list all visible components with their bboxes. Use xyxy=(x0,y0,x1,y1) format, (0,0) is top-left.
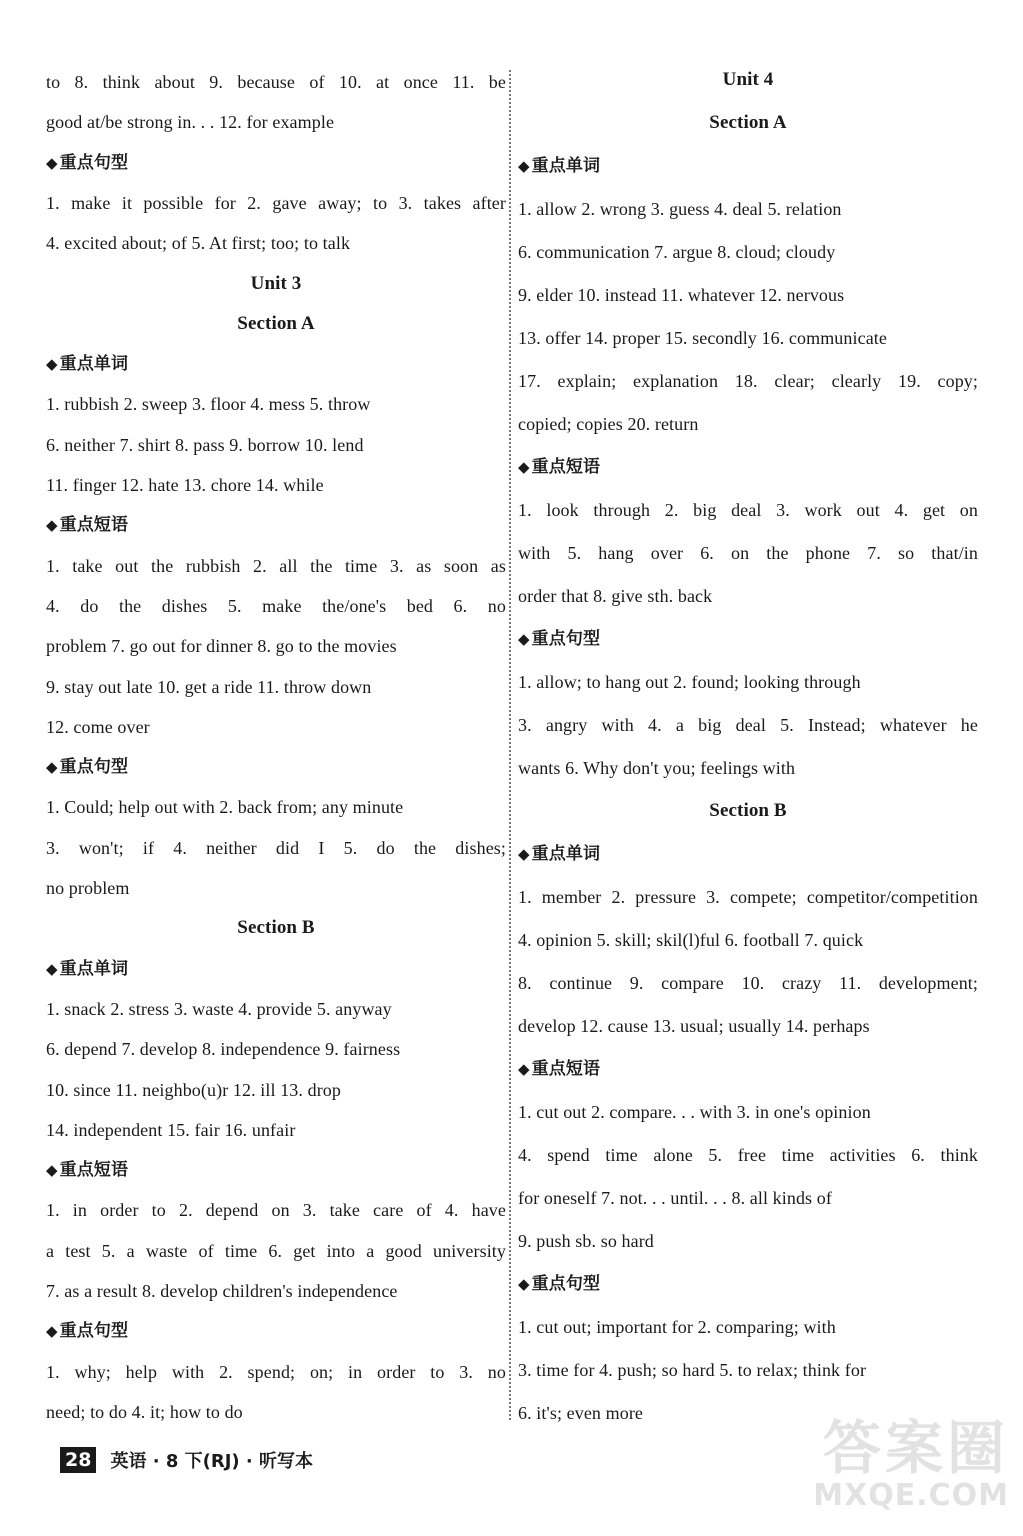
answer-line: 11. finger 12. hate 13. chore 14. while xyxy=(46,475,324,495)
section-heading-text: 重点句型 xyxy=(59,1321,129,1342)
answer-line: 1. take out the rubbish 2. all the time 3. as soon as xyxy=(46,555,506,576)
book-title: 英语 · 8 下(RJ) · 听写本 xyxy=(110,1451,313,1472)
answer-line: wants 6. Why don't you; feelings with xyxy=(518,758,796,778)
section-heading-text: 重点短语 xyxy=(531,457,601,477)
answer-line: 17. explain; explanation 18. clear; clearly 19. copy; xyxy=(518,371,978,391)
section-heading xyxy=(518,154,978,178)
answer-line: 1. why; help with 2. spend; on; in order to 3. no xyxy=(46,1361,506,1382)
unit-section-title: Unit 4 xyxy=(722,69,774,90)
section-heading-text: 重点句型 xyxy=(59,152,129,173)
section-heading-text: 重点句型 xyxy=(59,757,129,778)
section-heading xyxy=(518,455,978,479)
answer-line: 8. continue 9. compare 10. crazy 11. development; xyxy=(518,973,978,993)
answer-line: order that 8. give sth. back xyxy=(518,586,713,606)
answer-line: for oneself 7. not. . . until. . . 8. all kinds of xyxy=(518,1188,832,1208)
answer-line: develop 12. cause 13. usual; usually 14. perhaps xyxy=(518,1016,870,1036)
answer-line: 13. offer 14. proper 15. secondly 16. communicate xyxy=(518,328,887,348)
answer-line: 14. independent 15. fair 16. unfair xyxy=(46,1119,296,1140)
section-heading-text: 重点单词 xyxy=(59,354,129,375)
answer-line: to 8. think about 9. because of 10. at once 11. be xyxy=(46,72,506,92)
section-heading-text: 重点单词 xyxy=(531,156,601,176)
unit-section-title: Section A xyxy=(237,312,315,334)
diamond-icon: ◆ xyxy=(518,157,530,175)
section-heading xyxy=(46,151,506,175)
answer-line: copied; copies 20. return xyxy=(518,414,699,434)
answer-line: 4. excited about; of 5. At first; too; to talk xyxy=(46,233,351,254)
answer-line: with 5. hang over 6. on the phone 7. so that/in xyxy=(518,543,978,563)
section-heading-text: 重点单词 xyxy=(531,844,601,864)
answer-line: 1. make it possible for 2. gave away; to 3. takes after xyxy=(46,192,506,213)
diamond-icon: ◆ xyxy=(46,758,58,777)
section-heading xyxy=(46,352,506,376)
diamond-icon: ◆ xyxy=(518,630,530,648)
answer-line: 1. in order to 2. depend on 3. take care of 4. have xyxy=(46,1200,506,1221)
site-watermark xyxy=(794,1414,1009,1528)
section-heading-text: 重点句型 xyxy=(531,1274,601,1294)
unit-section-title: Section B xyxy=(237,917,315,939)
answer-line: no problem xyxy=(46,878,130,898)
answer-line: 1. allow 2. wrong 3. guess 4. deal 5. relation xyxy=(518,199,842,219)
diamond-icon: ◆ xyxy=(46,959,58,978)
answer-line: 6. it's; even more xyxy=(518,1403,644,1423)
answer-line: a test 5. a waste of time 6. get into a good university xyxy=(46,1240,506,1261)
answer-line: 1. Could; help out with 2. back from; any minute xyxy=(46,797,404,818)
page-footer xyxy=(60,1446,313,1474)
section-heading xyxy=(46,513,506,537)
column-divider xyxy=(509,70,511,1420)
answer-line: 3. won't; if 4. neither did I 5. do the dishes; xyxy=(46,837,506,858)
section-heading xyxy=(46,1319,506,1343)
watermark-mark: 答案圈 xyxy=(822,1414,1009,1482)
answer-line: 12. come over xyxy=(46,716,150,737)
answer-line: 4. spend time alone 5. free time activities 6. think xyxy=(518,1145,978,1165)
answer-line: 4. do the dishes 5. make the/one's bed 6. no xyxy=(46,595,506,616)
answer-line: 9. elder 10. instead 11. whatever 12. nervous xyxy=(518,285,845,305)
answer-line: 3. angry with 4. a big deal 5. Instead; whatever he xyxy=(518,715,978,735)
answer-line: 1. rubbish 2. sweep 3. floor 4. mess 5. throw xyxy=(46,394,371,415)
answer-line: good at/be strong in. . . 12. for example xyxy=(46,112,335,133)
answer-line: 7. as a result 8. develop children's independence xyxy=(46,1281,398,1301)
answer-line: 3. time for 4. push; so hard 5. to relax; think for xyxy=(518,1360,867,1380)
diamond-icon: ◆ xyxy=(46,516,58,535)
answer-line: 9. push sb. so hard xyxy=(518,1231,654,1251)
answer-line: 1. snack 2. stress 3. waste 4. provide 5. anyway xyxy=(46,998,392,1019)
watermark-site: MXQE.COM xyxy=(813,1478,1009,1513)
page-number: 28 xyxy=(60,1447,96,1473)
answer-line: problem 7. go out for dinner 8. go to the movies xyxy=(46,636,397,657)
unit-section-title: Unit 3 xyxy=(250,272,302,294)
section-heading xyxy=(46,1158,506,1182)
section-heading-text: 重点短语 xyxy=(59,1160,129,1181)
answer-line: 10. since 11. neighbo(u)r 12. ill 13. drop xyxy=(46,1079,341,1100)
section-heading xyxy=(46,957,506,981)
diamond-icon: ◆ xyxy=(46,1161,58,1180)
unit-section-title: Section B xyxy=(709,800,787,821)
diamond-icon: ◆ xyxy=(46,1322,58,1341)
answer-line: 1. allow; to hang out 2. found; looking through xyxy=(518,672,861,692)
answer-line: 6. depend 7. develop 8. independence 9. fairness xyxy=(46,1039,401,1060)
diamond-icon: ◆ xyxy=(518,845,530,863)
diamond-icon: ◆ xyxy=(46,153,58,172)
answer-line: 1. member 2. pressure 3. compete; competitor/competition xyxy=(518,887,978,907)
answer-line: 9. stay out late 10. get a ride 11. throw down xyxy=(46,676,372,697)
answer-line: 4. opinion 5. skill; skil(l)ful 6. football 7. quick xyxy=(518,930,864,950)
diamond-icon: ◆ xyxy=(518,458,530,476)
answer-line: 6. neither 7. shirt 8. pass 9. borrow 10. lend xyxy=(46,434,364,455)
diamond-icon: ◆ xyxy=(518,1060,530,1078)
section-heading-text: 重点单词 xyxy=(59,958,129,979)
section-heading xyxy=(518,627,978,651)
section-heading-text: 重点短语 xyxy=(531,1059,601,1079)
answer-line: 1. look through 2. big deal 3. work out 4. get on xyxy=(518,500,978,520)
unit-section-title: Section A xyxy=(709,112,787,133)
section-heading-text: 重点短语 xyxy=(59,515,129,536)
section-heading xyxy=(46,755,506,779)
answer-line: need; to do 4. it; how to do xyxy=(46,1401,243,1422)
section-heading xyxy=(518,842,978,866)
section-heading xyxy=(518,1272,978,1296)
answer-line: 1. cut out; important for 2. comparing; with xyxy=(518,1317,836,1337)
diamond-icon: ◆ xyxy=(46,355,58,374)
diamond-icon: ◆ xyxy=(518,1275,530,1293)
section-heading-text: 重点句型 xyxy=(531,629,601,649)
answer-line: 1. cut out 2. compare. . . with 3. in one's opinion xyxy=(518,1102,871,1122)
section-heading xyxy=(518,1057,978,1081)
answer-line: 6. communication 7. argue 8. cloud; cloudy xyxy=(518,242,836,262)
